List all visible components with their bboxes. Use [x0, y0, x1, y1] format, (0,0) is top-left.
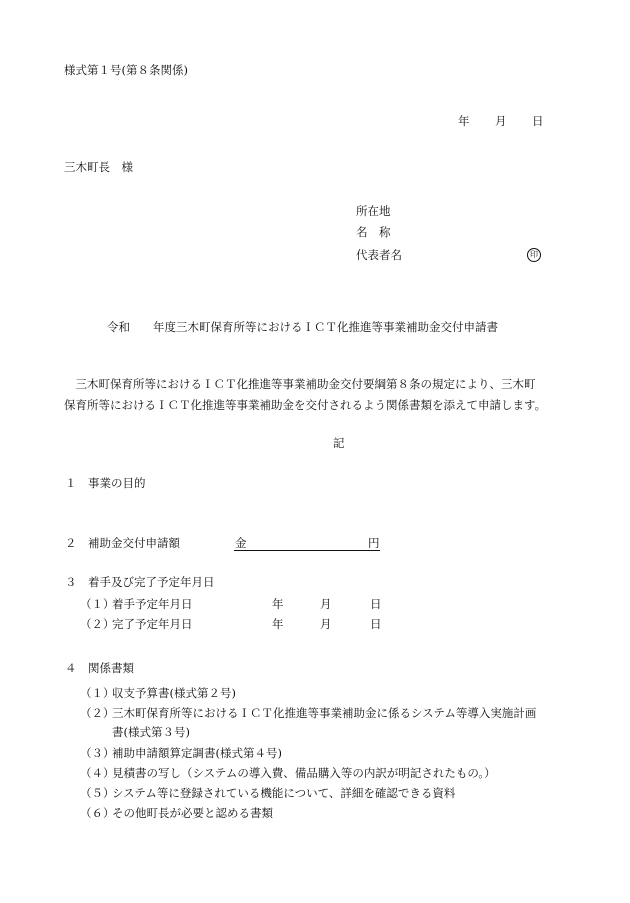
doc-3-text: 補助申請額算定調書(様式第４号) [112, 746, 282, 760]
schedule-row-1-day: 日 [370, 597, 382, 611]
item-2-label: 補助金交付申請額 [88, 536, 180, 550]
schedule-row-1-month: 月 [320, 597, 332, 611]
applicant-representative-label: 代表者名 [356, 248, 402, 262]
item-1-number: １ [65, 476, 77, 490]
item-2-number: ２ [65, 536, 77, 550]
amount-underline [234, 550, 380, 551]
item-3-label: 着手及び完了予定年月日 [88, 575, 215, 589]
doc-2-number: （２） [80, 706, 115, 720]
doc-5-text: システム等に登録されている機能について、詳細を確認できる資料 [112, 786, 456, 800]
form-number: 様式第１号(第８条関係) [64, 63, 188, 77]
item-3-number: ３ [65, 575, 77, 589]
body-text-line-1: 三木町保育所等におけるＩＣＴ化推進等事業補助金交付要綱第８条の規定により、三木町 [64, 377, 536, 391]
schedule-row-2-number: （２） [80, 617, 115, 631]
doc-1-number: （１） [80, 686, 115, 700]
document-title: 令和 年度三木町保育所等におけるＩＣＴ化推進等事業補助金交付申請書 [107, 320, 498, 334]
amount-yen-label: 円 [368, 536, 380, 550]
date-year-label: 年 [458, 114, 470, 128]
doc-2-text: 三木町保育所等におけるＩＣＴ化推進等事業補助金に係るシステム等導入実施計画 [112, 706, 537, 720]
doc-4-text: 見積書の写し（システムの導入費、備品購入等の内訳が明記されたもの。） [112, 766, 496, 780]
schedule-row-2-month: 月 [320, 617, 332, 631]
seal-mark: 印 [527, 248, 541, 262]
item-4-number: ４ [65, 661, 77, 675]
item-1-label: 事業の目的 [88, 476, 146, 490]
doc-3-number: （３） [80, 746, 115, 760]
doc-4-number: （４） [80, 766, 115, 780]
schedule-row-2-day: 日 [370, 617, 382, 631]
schedule-row-1-label: 着手予定年月日 [112, 597, 193, 611]
doc-5-number: （５） [80, 786, 115, 800]
doc-6-text: その他町長が必要と認める書類 [112, 806, 273, 820]
doc-2-text-continued: 書(様式第３号) [112, 725, 190, 739]
item-4-label: 関係書類 [88, 661, 134, 675]
schedule-row-2-label: 完了予定年月日 [112, 617, 193, 631]
body-text-line-2: 保育所等におけるＩＣＴ化推進等事業補助金を交付されるよう関係書類を添えて申請します。 [64, 398, 547, 412]
schedule-row-1-number: （１） [80, 597, 115, 611]
doc-6-number: （６） [80, 806, 115, 820]
date-day-label: 日 [532, 114, 544, 128]
ki-heading: 記 [333, 436, 345, 450]
applicant-name-label: 名 称 [356, 225, 391, 239]
addressee: 三木町長 様 [64, 160, 133, 174]
schedule-row-1-year: 年 [272, 597, 284, 611]
applicant-address-label: 所在地 [356, 204, 391, 218]
schedule-row-2-year: 年 [272, 617, 284, 631]
amount-kin-label: 金 [235, 536, 247, 550]
date-month-label: 月 [495, 114, 507, 128]
doc-1-text: 収支予算書(様式第２号) [112, 686, 236, 700]
